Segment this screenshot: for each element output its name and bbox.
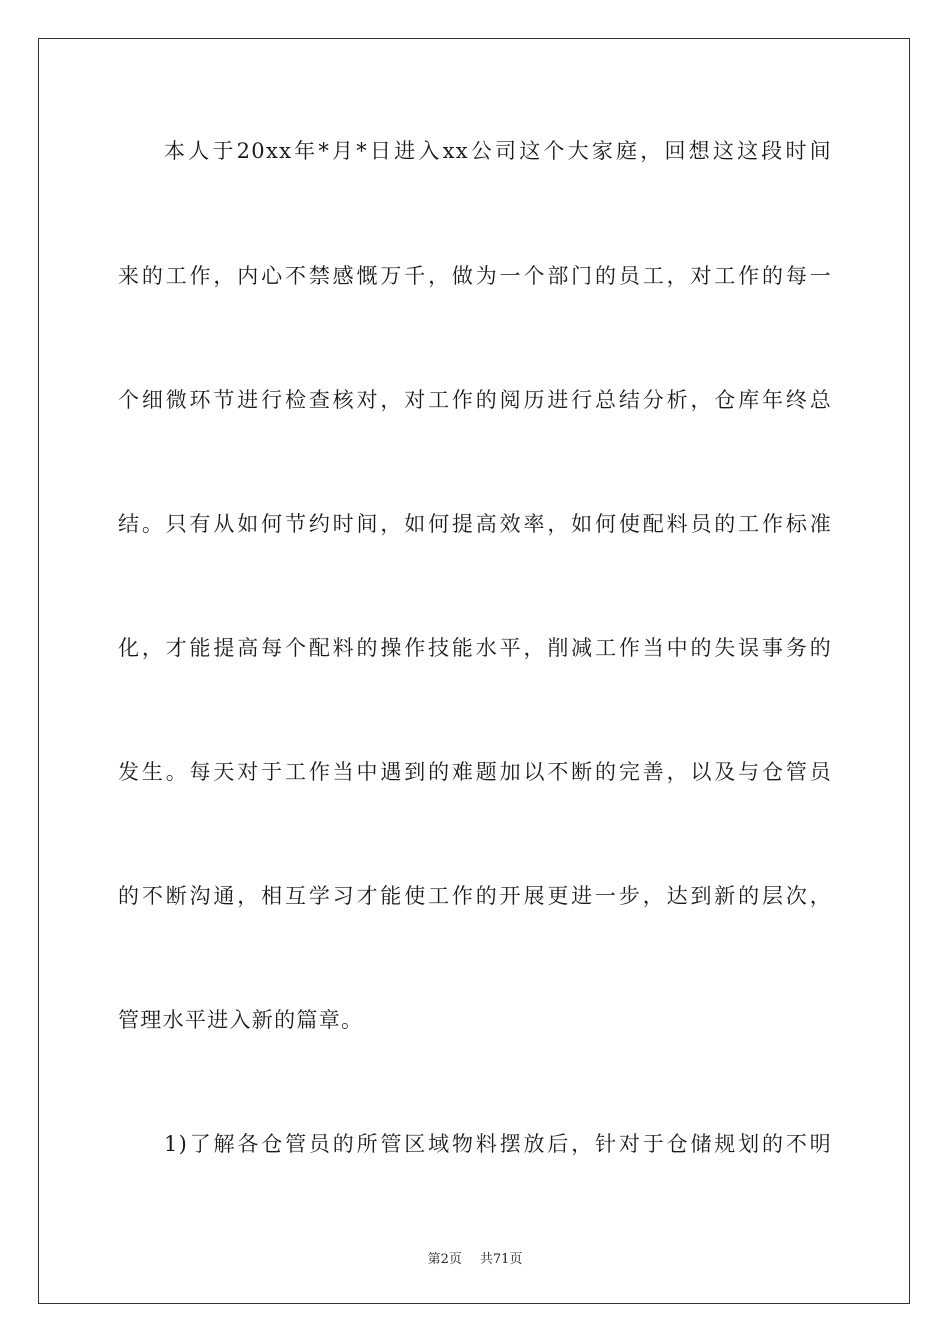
- paragraph-line: 个细微环节进行检查核对，对工作的阅历进行总结分析，仓库年终总: [118, 388, 832, 412]
- paragraph-line: 发生。每天对于工作当中遇到的难题加以不断的完善，以及与仓管员: [118, 760, 832, 784]
- page-footer: [0, 1248, 950, 1267]
- paragraph-line: 本人于20xx年*月*日进入xx公司这个大家庭，回想这这段时间: [164, 139, 832, 163]
- paragraph-line: 1)了解各仓管员的所管区域物料摆放后，针对于仓储规划的不明: [164, 1132, 832, 1156]
- paragraph-line: 化，才能提高每个配料的操作技能水平，削减工作当中的失误事务的: [118, 636, 832, 660]
- paragraph-line: 结。只有从如何节约时间，如何提高效率，如何使配料员的工作标准: [118, 512, 832, 536]
- page-border: [38, 38, 910, 1304]
- paragraph-line: 的不断沟通，相互学习才能使工作的开展更进一步，达到新的层次，: [118, 884, 832, 908]
- paragraph-line: 来的工作，内心不禁感慨万千，做为一个部门的员工，对工作的每一: [118, 264, 832, 288]
- page-number: 第2页: [427, 1252, 462, 1267]
- page-total: 共71页: [479, 1252, 523, 1267]
- paragraph-line: 管理水平进入新的篇章。: [118, 1008, 364, 1032]
